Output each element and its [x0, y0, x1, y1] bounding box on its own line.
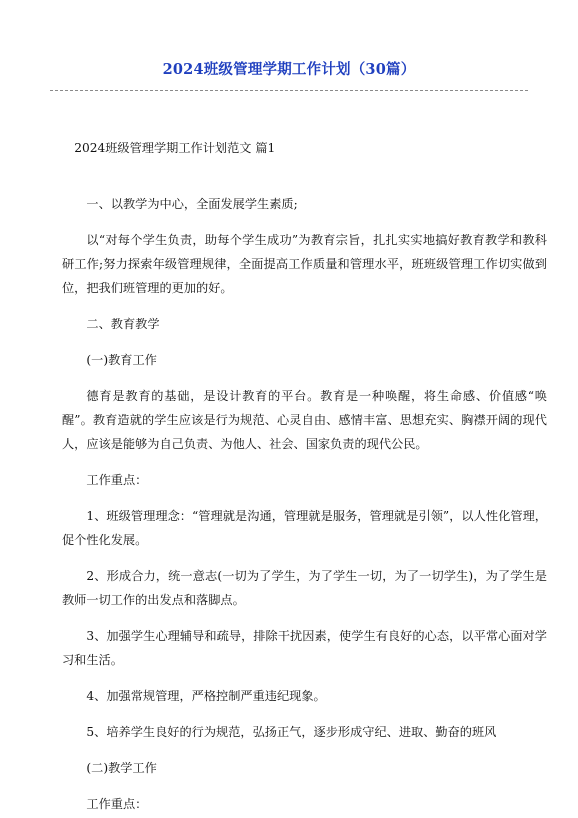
paragraph: 1、班级管理理念：“管理就是沟通，管理就是服务，管理就是引领”，以人性化管理，促个性化发展。: [62, 509, 547, 547]
paragraph: 3、加强学生心理辅导和疏导，排除干扰因素，使学生有良好的心态，以平常心面对学习和生活。: [62, 629, 547, 667]
paragraph: 一、以教学为中心，全面发展学生素质;: [86, 197, 298, 211]
paragraph: 二、教育教学: [86, 317, 160, 331]
paragraph: (二)教学工作: [86, 761, 157, 775]
document-body: [62, 136, 547, 816]
paragraph: 2、形成合力，统一意志(一切为了学生，为了学生一切，为了一切学生)，为了学生是教师一切工作的出发点和落脚点。: [62, 569, 547, 607]
paragraph: 5、培养学生良好的行为规范，弘扬正气，逐步形成守纪、进取、勤奋的班风: [86, 725, 497, 739]
section-title: 2024班级管理学期工作计划范文 篇1: [74, 141, 276, 155]
paragraph: 以“对每个学生负责，助每个学生成功”为教育宗旨，扎扎实实地搞好教育教学和教科研工作;努力探索年级管理规律，全面提高工作质量和管理水平，班班级管理工作切实做到位，把我们班管理的更加的好。: [62, 233, 547, 295]
paragraph: 4、加强常规管理，严格控制严重违纪现象。: [86, 689, 326, 703]
paragraph: (一)教育工作: [86, 353, 157, 367]
title-divider: [50, 90, 528, 91]
paragraph: 工作重点：: [86, 473, 148, 487]
paragraph: 工作重点：: [86, 797, 148, 811]
document-title: 2024班级管理学期工作计划（30篇）: [162, 61, 416, 78]
paragraph: 德育是教育的基础，是设计教育的平台。教育是一种唤醒，将生命感、价值感“唤醒”。教育造就的学生应该是行为规范、心灵自由、感情丰富、思想充实、胸襟开阔的现代人，应该是能够为自己负责、为他人、社会、国家负责的现代公民。: [62, 389, 547, 451]
